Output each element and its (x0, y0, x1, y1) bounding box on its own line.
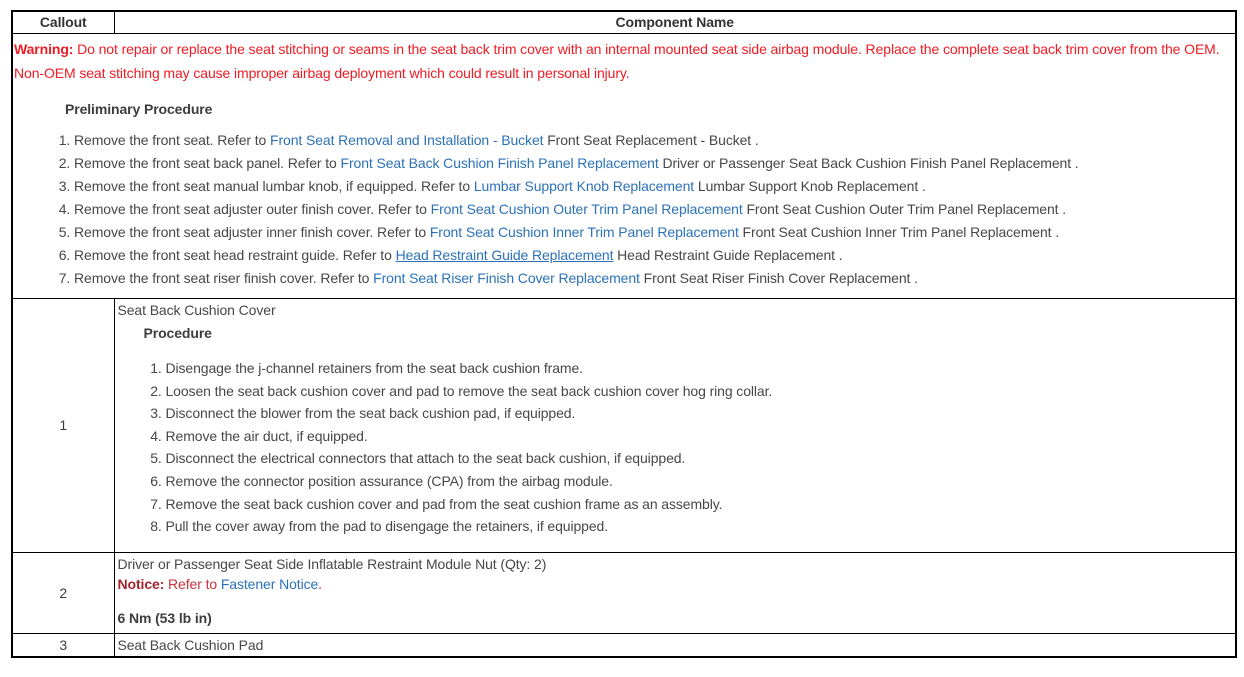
procedure-step-1: 1. Disengage the j-channel retainers from the seat back cushion frame. (166, 357, 1232, 380)
preliminary-step-4 (74, 198, 1233, 221)
procedure-step-8: 8. Pull the cover away from the pad to disengage the retainers, if equipped. (166, 515, 1232, 538)
table-row-3 (12, 633, 1236, 657)
torque-spec: 6 Nm (53 lb in) (117, 609, 212, 626)
step-text: Remove the front seat riser finish cover. Refer to (74, 270, 374, 286)
preliminary-step-7 (74, 267, 1233, 290)
seat-riser-finish-cover-link[interactable]: Front Seat Riser Finish Cover Replacement (373, 270, 640, 286)
table-row-2 (12, 552, 1236, 633)
head-restraint-guide-link[interactable]: Head Restraint Guide Replacement (395, 247, 614, 263)
callout-1: 1 (12, 299, 114, 553)
notice-text: Refer to (164, 575, 221, 592)
cushion-inner-trim-panel-link[interactable]: Front Seat Cushion Inner Trim Panel Replacement (429, 224, 739, 240)
procedure-step-5: 5. Disconnect the electrical connectors that attach to the seat back cushion, if equipped. (166, 447, 1232, 470)
step-text: Remove the front seat adjuster outer finish cover. Refer to (74, 201, 431, 217)
callout-column-header: Callout (12, 11, 114, 34)
preliminary-step-6 (74, 244, 1233, 267)
component-title: Seat Back Cushion Cover (117, 302, 276, 318)
header-row (12, 11, 1236, 34)
step-text: Front Seat Replacement - Bucket . (543, 132, 759, 148)
notice-label: Notice: (117, 575, 165, 592)
warning-preliminary-cell (12, 34, 1236, 299)
procedure-step-6: 6. Remove the connector position assurance (CPA) from the airbag module. (166, 470, 1232, 493)
notice-paragraph (118, 573, 1232, 595)
step-text: Remove the front seat back panel. Refer to (74, 155, 341, 171)
warning-paragraph (14, 37, 1233, 85)
preliminary-step-2 (74, 152, 1233, 175)
step-text: Front Seat Cushion Outer Trim Panel Replacement . (742, 201, 1067, 217)
callout-3: 3 (12, 633, 114, 657)
notice-period: . (318, 575, 322, 592)
procedure-step-2: 2. Loosen the seat back cushion cover and pad to remove the seat back cushion cover hog ring collar. (166, 380, 1232, 403)
preliminary-step-3 (74, 175, 1233, 198)
procedure-step-7: 7. Remove the seat back cushion cover and pad from the seat cushion frame as an assembly. (166, 493, 1232, 516)
preliminary-steps-list (14, 129, 1233, 290)
warning-label: Warning: (14, 41, 74, 57)
component-cell-1 (114, 299, 1236, 553)
component-title: Seat Back Cushion Pad (117, 636, 264, 653)
step-text: Remove the front seat adjuster inner finish cover. Refer to (74, 224, 430, 240)
lumbar-support-knob-link[interactable]: Lumbar Support Knob Replacement (473, 178, 695, 194)
table-row-1 (12, 299, 1236, 553)
component-cell-2 (114, 552, 1236, 633)
warning-text: Do not repair or replace the seat stitching or seams in the seat back trim cover with an internal mounted seat side airbag module. Replace the complete seat back trim cover from the OEM. Non-OEM seat stitching may cause improper airbag deployment which could result in personal injury. (14, 41, 1220, 81)
preliminary-procedure-title: Preliminary Procedure (65, 101, 213, 117)
component-cell-3 (114, 633, 1236, 657)
seat-back-finish-panel-link[interactable]: Front Seat Back Cushion Finish Panel Replacement (340, 155, 659, 171)
step-text: Driver or Passenger Seat Back Cushion Finish Panel Replacement . (658, 155, 1079, 171)
step-text: Remove the front seat. Refer to (74, 132, 271, 148)
step-text: Remove the front seat head restraint guide. Refer to (74, 247, 396, 263)
component-table (11, 10, 1237, 658)
procedure-step-3: 3. Disconnect the blower from the seat back cushion pad, if equipped. (166, 402, 1232, 425)
warning-preliminary-row (12, 34, 1236, 299)
cushion-outer-trim-panel-link[interactable]: Front Seat Cushion Outer Trim Panel Replacement (430, 201, 743, 217)
step-text: Lumbar Support Knob Replacement . (694, 178, 926, 194)
procedure-step-4: 4. Remove the air duct, if equipped. (166, 425, 1232, 448)
preliminary-step-5 (74, 221, 1233, 244)
component-title: Driver or Passenger Seat Side Inflatable Restraint Module Nut (Qty: 2) (117, 555, 547, 572)
preliminary-step-1 (74, 129, 1233, 152)
procedure-title: Procedure (143, 325, 212, 341)
front-seat-removal-link[interactable]: Front Seat Removal and Installation - Bucket (270, 132, 544, 148)
fastener-notice-link[interactable]: Fastener Notice (220, 575, 319, 592)
callout-2: 2 (12, 552, 114, 633)
step-text: Head Restraint Guide Replacement . (613, 247, 843, 263)
step-text: Remove the front seat manual lumbar knob, if equipped. Refer to (74, 178, 474, 194)
component-name-column-header: Component Name (114, 11, 1236, 34)
step-text: Front Seat Cushion Inner Trim Panel Replacement . (738, 224, 1060, 240)
procedure-steps-list (118, 357, 1232, 538)
step-text: Front Seat Riser Finish Cover Replacement . (639, 270, 918, 286)
